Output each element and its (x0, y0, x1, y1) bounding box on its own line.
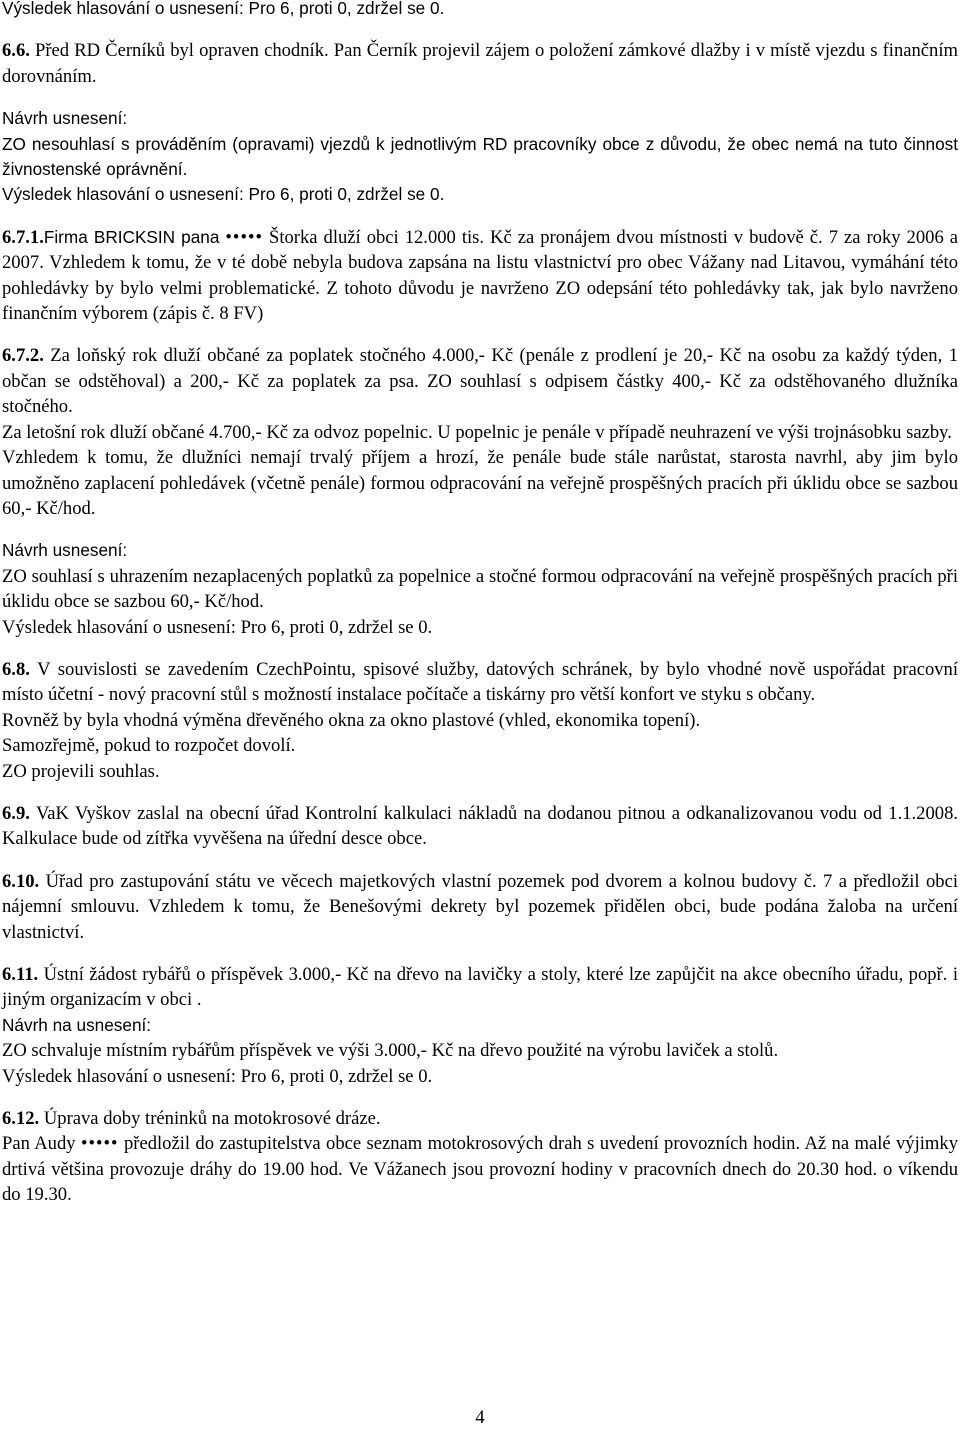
section-text: V souvislosti se zavedením CzechPointu, spisové služby, datových schránek, by bylo vhodné nově uspořádat pracovní místo účetní - nový pracovní stůl s možností instalace počítače a tiskárny pro větší konfort ve styku s občany. (2, 658, 959, 706)
section-text-b: Štorka dluží obci 12.000 tis. Kč za pronájem dvou místnosti v budově č. 7 za roky 2006 a 2007. Vzhledem k tomu, že v té době nebyla budova zapsána na listu vlastnictví pro obec Vážany nad Litavou, vymáhání této pohledávky by bylo velmi problematické. Z tohoto důvodu je navrženo ZO odepsání této pohledávky tak, jak bylo navrženo finančním výborem (zápis č. 8 FV) (2, 226, 958, 325)
section-6-8 (2, 657, 958, 708)
section-6-11 (2, 962, 958, 1013)
vote-result: Výsledek hlasování o usnesení: Pro 6, proti 0, zdržel se 0. (2, 184, 445, 205)
proposal-label: Návrh usnesení: (2, 108, 128, 129)
section-number: 6.7.2. (2, 345, 44, 367)
vote-result: Výsledek hlasování o usnesení: Pro 6, proti 0, zdržel se 0. (2, 616, 433, 638)
proposal-text: ZO nesouhlasí s prováděním (opravami) vjezdů k jednotlivým RD pracovníky obce z důvodu, že obec nemá na tuto činnost živnostenské oprávnění. (2, 133, 958, 180)
document-content (2, 0, 958, 1208)
paragraph-text-b: předložil do zastupitelstva obce seznam motokrosových drah s uvedení provozních hodin. Až na malé výjimky drtivá většina provozuje dráhy do 19.00 hod. Ve Vážanech jsou provozní hodiny v pracovních dnech do 20.30 hod. o víkendu do 19.30. (2, 1133, 958, 1206)
paragraph: Za letošní rok dluží občané 4.700,- Kč za odvoz popelnic. U popelnic je penále v případě neuhrazení ve výši trojnásobku sazby. (2, 421, 952, 443)
section-text: Za loňský rok dluží občané za poplatek stočného 4.000,- Kč (penále z prodlení je 20,- Kč na osobu za každý týden, 1 občan se odstěhoval) a 200,- Kč za poplatek za psa. ZO souhlasí s odpisem částky 400,- Kč za odstěhovaného dlužníka stočného. (2, 345, 958, 418)
section-number: 6.10. (2, 870, 40, 892)
paragraph (2, 1131, 958, 1207)
section-6-9 (2, 801, 958, 852)
proposal-label: Návrh usnesení: (2, 540, 128, 561)
paragraph: Samozřejmě, pokud to rozpočet dovolí. (2, 735, 296, 757)
section-6-10 (2, 869, 958, 945)
section-text-a: Firma BRICKSIN pana (43, 226, 220, 247)
section-6-7-2 (2, 343, 958, 419)
section-text: Před RD Černíků byl opraven chodník. Pan Černík projevil zájem o položení zámkové dlažby i v místě vjezdu s finančním dorovnáním. (2, 40, 958, 87)
proposal-label: Návrh na usnesení: (2, 1014, 152, 1035)
section-6-6 (2, 38, 958, 89)
redacted-name: ••••• (80, 1133, 119, 1155)
redacted-name: ••••• (225, 226, 263, 248)
paragraph: Rovněž by byla vhodná výměna dřevěného okna za okno plastové (vhled, ekonomika topení). (2, 709, 701, 731)
section-text: Úřad pro zastupování státu ve věcech majetkových vlastní pozemek pod dvorem a kolnou budovy č. 7 a předložil obci nájemní smlouvu. Vzhledem k tomu, že Benešovými dekrety byl pozemek přidělen obci, bude podána žaloba na určení vlastnictví. (2, 870, 958, 943)
paragraph: Vzhledem k tomu, že dlužníci nemají trvalý příjem a hrozí, že penále bude stále narůstat, starosta navrhl, aby jim bylo umožněno zaplacení pohledávek (včetně penále) formou odpracování na veřejně prospěšných pracích při úklidu obce se sazbou 60,- Kč/hod. (2, 447, 958, 519)
paragraph: ZO projevili souhlas. (2, 760, 160, 782)
section-number: 6.9. (2, 802, 30, 824)
section-number: 6.7.1. (2, 226, 44, 248)
section-6-7-1 (2, 225, 958, 327)
section-number: 6.6. (2, 40, 30, 62)
section-number: 6.12. (2, 1108, 40, 1130)
vote-result: Výsledek hlasování o usnesení: Pro 6, proti 0, zdržel se 0. (2, 1065, 433, 1087)
section-text: VaK Vyškov zaslal na obecní úřad Kontrolní kalkulaci nákladů na dodanou pitnou a odkanalizovanou vodu od 1.1.2008. Kalkulace bude od zítřka vyvěšena na úřední desce obce. (2, 802, 959, 850)
proposal-text: ZO souhlasí s uhrazením nezaplacených poplatků za popelnice a stočné formou odpracování na veřejně prospěšných pracích při úklidu obce se sazbou 60,- Kč/hod. (2, 565, 958, 613)
section-text: Ústní žádost rybářů o příspěvek 3.000,- Kč na dřevo na lavičky a stoly, které lze zapůjčit na akce obecního úřadu, popř. i jiným organizacím v obci . (2, 964, 958, 1011)
paragraph-text-a: Pan Audy (2, 1133, 76, 1155)
section-number: 6.11. (2, 964, 39, 985)
section-6-12 (2, 1106, 958, 1131)
vote-result: Výsledek hlasování o usnesení: Pro 6, proti 0, zdržel se 0. (2, 0, 445, 18)
page-number: 4 (475, 1407, 485, 1428)
proposal-text: ZO schvaluje místním rybářům příspěvek ve výši 3.000,- Kč na dřevo použité na výrobu laviček a stolů. (2, 1040, 779, 1062)
section-number: 6.8. (2, 658, 30, 680)
section-title: Úprava doby tréninků na motokrosové dráze. (43, 1108, 381, 1130)
